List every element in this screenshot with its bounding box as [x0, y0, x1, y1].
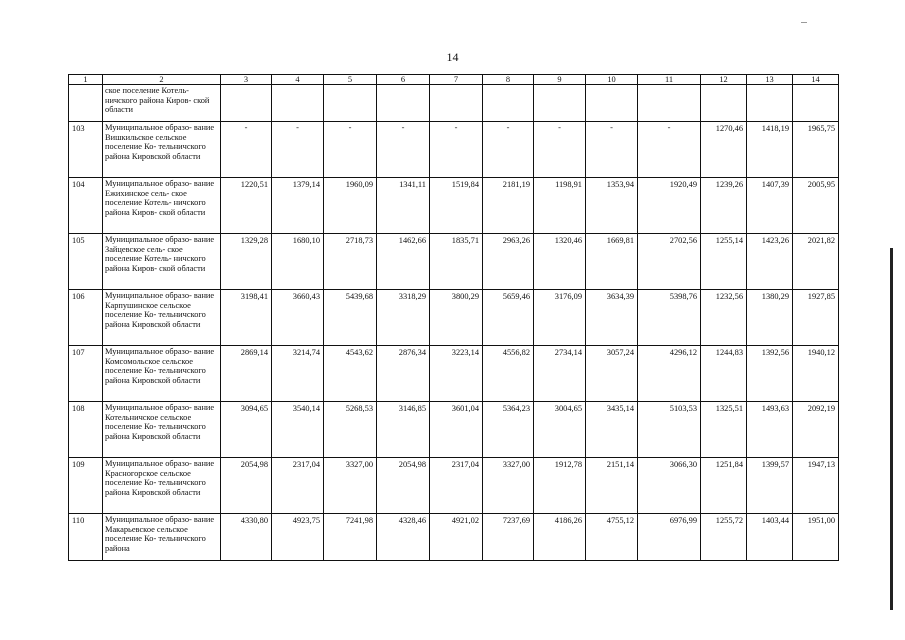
value-cell: 1353,94	[586, 178, 638, 234]
value-cell: 3800,29	[430, 290, 483, 346]
value-cell: 2963,26	[483, 234, 534, 290]
value-cell: 4556,82	[483, 346, 534, 402]
value-cell	[701, 85, 747, 122]
value-cell: 4543,62	[324, 346, 377, 402]
value-cell: 3660,43	[272, 290, 324, 346]
municipality-name: ское поселение Котель- ничского района Киров- ской области	[103, 85, 221, 122]
value-cell: 1947,13	[793, 458, 839, 514]
tariff-table	[68, 74, 839, 561]
value-cell: 1965,75	[793, 122, 839, 178]
column-header: 13	[747, 75, 793, 85]
municipality-name: Муниципальное образо- вание Зайцевское сель- ское поселение Котель- ничского района Киров- ской области	[103, 234, 221, 290]
value-cell: 5398,76	[638, 290, 701, 346]
value-cell: 1403,44	[747, 514, 793, 561]
header-row	[69, 75, 839, 85]
value-cell: 2734,14	[534, 346, 586, 402]
value-cell: 1232,56	[701, 290, 747, 346]
row-number: 107	[69, 346, 103, 402]
value-cell: 1418,19	[747, 122, 793, 178]
scan-speck	[801, 22, 807, 23]
column-header: 1	[69, 75, 103, 85]
value-cell: 5364,23	[483, 402, 534, 458]
value-cell: 3004,65	[534, 402, 586, 458]
table-row	[69, 402, 839, 458]
value-cell: 5103,53	[638, 402, 701, 458]
column-header: 6	[377, 75, 430, 85]
value-cell	[430, 85, 483, 122]
table-row	[69, 85, 839, 122]
value-cell: 2869,14	[221, 346, 272, 402]
value-cell: 1493,63	[747, 402, 793, 458]
table-row	[69, 290, 839, 346]
value-cell: 1325,51	[701, 402, 747, 458]
column-header: 7	[430, 75, 483, 85]
row-number: 108	[69, 402, 103, 458]
value-cell: 1462,66	[377, 234, 430, 290]
value-cell	[747, 85, 793, 122]
value-cell: 1835,71	[430, 234, 483, 290]
row-number	[69, 85, 103, 122]
value-cell: 1940,12	[793, 346, 839, 402]
value-cell: 1380,29	[747, 290, 793, 346]
value-cell: -	[324, 122, 377, 178]
value-cell: -	[483, 122, 534, 178]
column-header: 4	[272, 75, 324, 85]
value-cell: 4328,46	[377, 514, 430, 561]
value-cell: 3435,14	[586, 402, 638, 458]
value-cell: 3318,29	[377, 290, 430, 346]
municipality-name: Муниципальное образо- вание Красногорское сельское поселение Ко- тельничского района Кировской области	[103, 458, 221, 514]
value-cell: 1960,09	[324, 178, 377, 234]
value-cell: 1920,49	[638, 178, 701, 234]
tariff-table-container	[68, 74, 838, 561]
value-cell: 2054,98	[377, 458, 430, 514]
row-number: 105	[69, 234, 103, 290]
value-cell: 5439,68	[324, 290, 377, 346]
value-cell: 1255,72	[701, 514, 747, 561]
value-cell: 6976,99	[638, 514, 701, 561]
value-cell: 2317,04	[430, 458, 483, 514]
table-row	[69, 122, 839, 178]
value-cell	[586, 85, 638, 122]
value-cell: 4330,80	[221, 514, 272, 561]
value-cell: 7237,69	[483, 514, 534, 561]
row-number: 103	[69, 122, 103, 178]
municipality-name: Муниципальное образо- вание Ежихинское сель- ское поселение Котель- ничского района Киров- ской области	[103, 178, 221, 234]
value-cell: 1669,81	[586, 234, 638, 290]
column-header: 9	[534, 75, 586, 85]
row-number: 109	[69, 458, 103, 514]
table-body	[69, 85, 839, 561]
value-cell: 1519,84	[430, 178, 483, 234]
value-cell: 1220,51	[221, 178, 272, 234]
value-cell: 2181,19	[483, 178, 534, 234]
value-cell: 2021,82	[793, 234, 839, 290]
value-cell: 4923,75	[272, 514, 324, 561]
value-cell	[793, 85, 839, 122]
value-cell: -	[638, 122, 701, 178]
value-cell: 3094,65	[221, 402, 272, 458]
value-cell	[272, 85, 324, 122]
value-cell: -	[221, 122, 272, 178]
value-cell: 1680,10	[272, 234, 324, 290]
value-cell: -	[377, 122, 430, 178]
value-cell: 3176,09	[534, 290, 586, 346]
value-cell: 3223,14	[430, 346, 483, 402]
value-cell	[324, 85, 377, 122]
value-cell	[638, 85, 701, 122]
value-cell: 1407,39	[747, 178, 793, 234]
value-cell: 2005,95	[793, 178, 839, 234]
value-cell: 7241,98	[324, 514, 377, 561]
value-cell: 1392,56	[747, 346, 793, 402]
column-header: 12	[701, 75, 747, 85]
value-cell: 1244,83	[701, 346, 747, 402]
value-cell: 1239,26	[701, 178, 747, 234]
value-cell	[483, 85, 534, 122]
value-cell: 1379,14	[272, 178, 324, 234]
value-cell	[534, 85, 586, 122]
value-cell: 3540,14	[272, 402, 324, 458]
value-cell: 4921,02	[430, 514, 483, 561]
municipality-name: Муниципальное образо- вание Котельничское сельское поселение Ко- тельничского района Кировской области	[103, 402, 221, 458]
table-row	[69, 234, 839, 290]
value-cell: 5659,46	[483, 290, 534, 346]
value-cell: 4296,12	[638, 346, 701, 402]
value-cell: -	[430, 122, 483, 178]
value-cell: 1927,85	[793, 290, 839, 346]
value-cell	[377, 85, 430, 122]
column-header: 14	[793, 75, 839, 85]
value-cell: -	[586, 122, 638, 178]
value-cell: 5268,53	[324, 402, 377, 458]
column-header: 8	[483, 75, 534, 85]
value-cell: 1270,46	[701, 122, 747, 178]
value-cell: 1255,14	[701, 234, 747, 290]
scan-edge-mark	[890, 248, 893, 610]
page-number: 14	[446, 50, 459, 64]
value-cell: 1320,46	[534, 234, 586, 290]
table-row	[69, 458, 839, 514]
column-header: 11	[638, 75, 701, 85]
table-row	[69, 346, 839, 402]
value-cell: 3327,00	[483, 458, 534, 514]
value-cell: 2876,34	[377, 346, 430, 402]
value-cell: -	[272, 122, 324, 178]
value-cell: 3146,85	[377, 402, 430, 458]
column-header: 2	[103, 75, 221, 85]
value-cell: 3601,04	[430, 402, 483, 458]
municipality-name: Муниципальное образо- вание Карпушинское сельское поселение Ко- тельничского района Кировской области	[103, 290, 221, 346]
column-header: 3	[221, 75, 272, 85]
table-row	[69, 178, 839, 234]
column-header: 5	[324, 75, 377, 85]
value-cell: 2702,56	[638, 234, 701, 290]
value-cell: 2317,04	[272, 458, 324, 514]
value-cell: 2092,19	[793, 402, 839, 458]
value-cell	[221, 85, 272, 122]
value-cell: 1251,84	[701, 458, 747, 514]
value-cell: 3634,39	[586, 290, 638, 346]
value-cell: 4186,26	[534, 514, 586, 561]
value-cell: 1423,26	[747, 234, 793, 290]
value-cell: 1341,11	[377, 178, 430, 234]
value-cell: 4755,12	[586, 514, 638, 561]
value-cell: 2151,14	[586, 458, 638, 514]
value-cell: 1329,28	[221, 234, 272, 290]
value-cell: -	[534, 122, 586, 178]
municipality-name: Муниципальное образо- вание Комсомольское сельское поселение Ко- тельничского района Кировской области	[103, 346, 221, 402]
municipality-name: Муниципальное образо- вание Вишкильское сельское поселение Ко- тельничского района Кировской области	[103, 122, 221, 178]
row-number: 104	[69, 178, 103, 234]
value-cell: 2718,73	[324, 234, 377, 290]
row-number: 106	[69, 290, 103, 346]
row-number: 110	[69, 514, 103, 561]
table-row	[69, 514, 839, 561]
value-cell: 1951,00	[793, 514, 839, 561]
value-cell: 3327,00	[324, 458, 377, 514]
value-cell: 2054,98	[221, 458, 272, 514]
value-cell: 1198,91	[534, 178, 586, 234]
value-cell: 1399,57	[747, 458, 793, 514]
value-cell: 1912,78	[534, 458, 586, 514]
column-header: 10	[586, 75, 638, 85]
municipality-name: Муниципальное образо- вание Макарьевское сельское поселение Ко- тельничского района	[103, 514, 221, 561]
value-cell: 3214,74	[272, 346, 324, 402]
value-cell: 3066,30	[638, 458, 701, 514]
value-cell: 3198,41	[221, 290, 272, 346]
value-cell: 3057,24	[586, 346, 638, 402]
